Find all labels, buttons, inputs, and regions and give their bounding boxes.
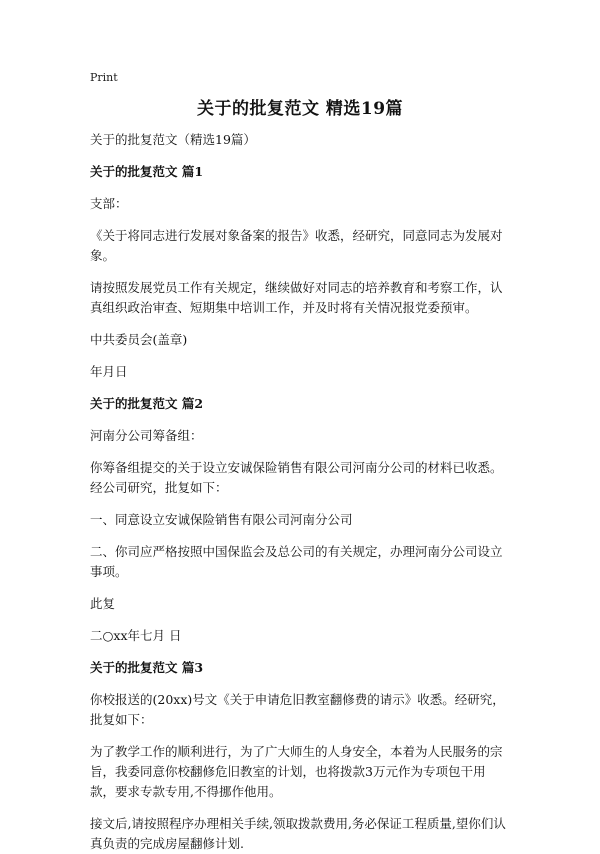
paragraph: 年月日 bbox=[90, 364, 128, 379]
paragraph: 河南分公司筹备组： bbox=[90, 428, 203, 443]
paragraph: 请按照发展党员工作有关规定，继续做好对同志的培养教育和考察工作，认真组织政治审查、短期集中培训工作，并及时将有关情况报党委预审。 bbox=[90, 280, 503, 315]
document-title: 关于的批复范文 精选19篇 bbox=[196, 99, 404, 119]
paragraph: 一、同意设立安诚保险销售有限公司河南分公司 bbox=[90, 512, 353, 527]
section-2-heading: 关于的批复范文 篇2 bbox=[90, 396, 204, 411]
paragraph: 《关于将同志进行发展对象备案的报告》收悉，经研究，同意同志为发展对象。 bbox=[90, 228, 503, 263]
paragraph: 二、你司应严格按照中国保监会及总公司的有关规定，办理河南分公司设立事项。 bbox=[90, 544, 503, 579]
document-subtitle: 关于的批复范文（精选19篇） bbox=[90, 132, 256, 147]
paragraph: 此复 bbox=[90, 596, 116, 611]
print-label: Print bbox=[90, 71, 118, 84]
paragraph: 你校报送的(20xx)号文《关于申请危旧教室翻修费的请示》收悉。经研究，批复如下： bbox=[90, 692, 505, 727]
section-3-heading: 关于的批复范文 篇3 bbox=[90, 660, 204, 675]
paragraph: 接文后,请按照程序办理相关手续,领取拨款费用,务必保证工程质量,望你们认真负责的完成房屋翻修计划. bbox=[90, 816, 506, 851]
section-1-heading: 关于的批复范文 篇1 bbox=[90, 164, 204, 179]
paragraph: 为了教学工作的顺利进行，为了广大师生的人身安全，本着为人民服务的宗旨，我委同意你校翻修危旧教室的计划，也将拨款3万元作为专项包干用款，要求专款专用,不得挪作他用。 bbox=[90, 744, 503, 799]
paragraph: 支部： bbox=[90, 196, 128, 211]
paragraph: 二○xx年七月 日 bbox=[90, 628, 182, 643]
paragraph: 你筹备组提交的关于设立安诚保险销售有限公司河南分公司的材料已收悉。经公司研究，批复如下： bbox=[90, 460, 503, 495]
paragraph: 中共委员会(盖章) bbox=[90, 332, 188, 347]
